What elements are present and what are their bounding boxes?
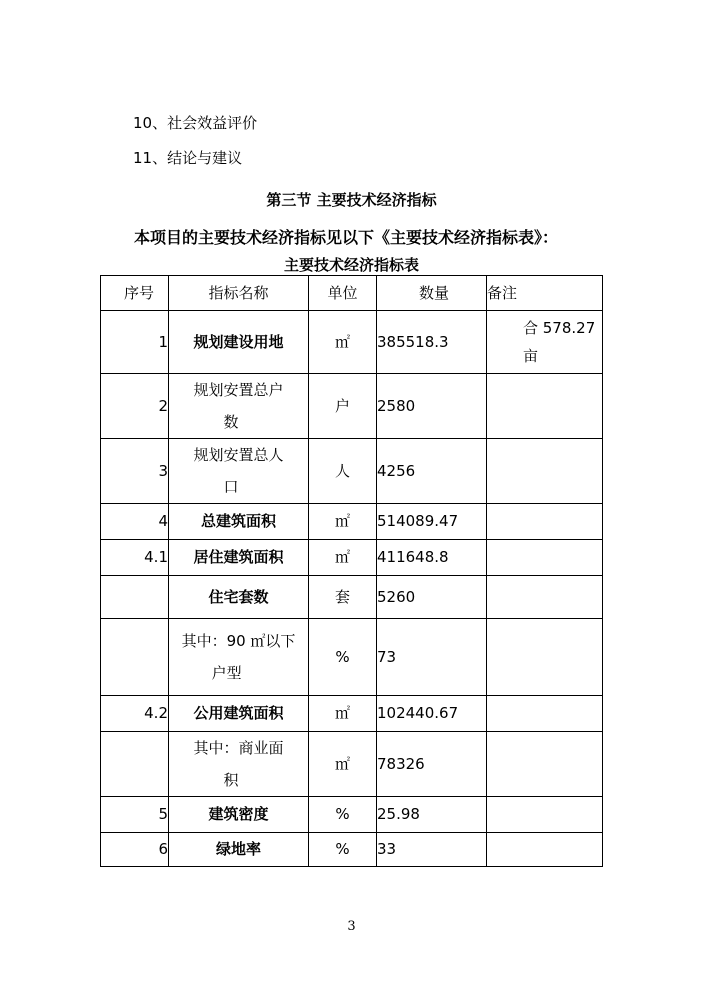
indicator-name-line1: 其中：商业面 — [193, 739, 284, 757]
quantity: 78326 — [377, 732, 487, 797]
row-number — [101, 576, 169, 619]
indicator-name — [169, 576, 309, 619]
row-number: 4.1 — [101, 540, 169, 576]
note — [487, 576, 603, 619]
intro-paragraph: 本项目的主要技术经济指标见以下《主要技术经济指标表》： — [134, 228, 559, 247]
note — [487, 732, 603, 797]
note — [487, 540, 603, 576]
indicator-name-line2: 口 — [223, 478, 239, 496]
outline-item-11: 11、结论与建议 — [133, 149, 243, 167]
row-number — [101, 619, 169, 696]
indicator-name-line1: 规划建设用地 — [193, 332, 284, 351]
table-row — [101, 576, 603, 619]
quantity: 411648.8 — [377, 540, 487, 576]
table-row — [101, 311, 603, 374]
indicator-name-text — [208, 584, 268, 611]
indicator-name — [169, 833, 309, 867]
indicator-name — [169, 696, 309, 732]
row-number — [101, 732, 169, 797]
row-number: 5 — [101, 797, 169, 833]
row-number: 2 — [101, 374, 169, 439]
indicator-name — [169, 540, 309, 576]
unit: ㎡ — [309, 311, 377, 374]
indicator-name-line1: 住宅套数 — [208, 587, 269, 606]
indicator-name-line2: 数 — [223, 413, 239, 431]
header-unit: 单位 — [309, 276, 377, 311]
row-number: 4 — [101, 504, 169, 540]
unit: ㎡ — [309, 540, 377, 576]
row-number: 6 — [101, 833, 169, 867]
indicator-name-text — [193, 700, 283, 727]
note — [487, 439, 603, 504]
unit: ㎡ — [309, 504, 377, 540]
page-number: 3 — [347, 919, 356, 934]
indicator-name-line1: 规划安置总户 — [193, 381, 284, 399]
section-heading: 第三节 主要技术经济指标 — [266, 191, 437, 209]
indicator-name — [169, 732, 309, 797]
note — [487, 619, 603, 696]
table-row — [101, 540, 603, 576]
indicator-name-text — [216, 836, 261, 863]
indicator-name-text — [182, 625, 296, 689]
unit: ㎡ — [309, 696, 377, 732]
note — [487, 797, 603, 833]
note-line1: 合 578.27 — [523, 319, 596, 337]
table-row — [101, 374, 603, 439]
indicator-name — [169, 619, 309, 696]
note-line2: 亩 — [523, 347, 539, 365]
table-row — [101, 504, 603, 540]
indicators-table — [100, 275, 603, 867]
indicator-name-line1: 居住建筑面积 — [193, 548, 284, 566]
indicator-name-line2: 积 — [223, 771, 239, 789]
header-name: 指标名称 — [169, 276, 309, 311]
indicator-name-line1: 建筑密度 — [208, 805, 269, 823]
table-row — [101, 619, 603, 696]
quantity: 102440.67 — [377, 696, 487, 732]
indicator-name — [169, 374, 309, 439]
note — [487, 374, 603, 439]
indicator-name — [169, 439, 309, 504]
indicator-name — [169, 797, 309, 833]
row-number: 3 — [101, 439, 169, 504]
indicator-name-text — [193, 329, 283, 356]
unit: 套 — [309, 576, 377, 619]
unit: % — [309, 833, 377, 867]
unit: 人 — [309, 439, 377, 504]
quantity: 514089.47 — [377, 504, 487, 540]
indicator-name-line2: 户型 — [211, 664, 242, 682]
indicator-name-line1: 公用建筑面积 — [193, 704, 284, 722]
quantity: 2580 — [377, 374, 487, 439]
indicator-name-text — [193, 374, 283, 438]
quantity: 25.98 — [377, 797, 487, 833]
indicator-name — [169, 311, 309, 374]
row-number: 1 — [101, 311, 169, 374]
table-row — [101, 696, 603, 732]
indicator-name-text — [193, 732, 283, 796]
quantity: 5260 — [377, 576, 487, 619]
indicator-name-text — [208, 801, 268, 828]
unit: 户 — [309, 374, 377, 439]
unit: % — [309, 619, 377, 696]
indicator-name-text — [201, 508, 276, 535]
table-row — [101, 833, 603, 867]
header-note: 备注 — [487, 276, 603, 311]
note — [487, 833, 603, 867]
indicator-name-text — [193, 544, 283, 571]
quantity: 385518.3 — [377, 311, 487, 374]
indicator-name — [169, 504, 309, 540]
outline-item-10: 10、社会效益评价 — [133, 114, 258, 132]
unit: ㎡ — [309, 732, 377, 797]
quantity: 4256 — [377, 439, 487, 504]
indicator-name-text — [193, 439, 283, 503]
quantity: 73 — [377, 619, 487, 696]
table-row — [101, 732, 603, 797]
indicator-name-line1: 其中：90 ㎡以下 — [181, 632, 296, 650]
header-qty: 数量 — [377, 276, 487, 311]
note — [487, 696, 603, 732]
quantity: 33 — [377, 833, 487, 867]
row-number: 4.2 — [101, 696, 169, 732]
indicator-name-line1: 规划安置总人 — [193, 446, 284, 464]
note — [487, 504, 603, 540]
indicator-name-line1: 总建筑面积 — [200, 512, 276, 530]
table-row — [101, 797, 603, 833]
note — [487, 311, 603, 374]
unit: % — [309, 797, 377, 833]
table-header-row — [101, 276, 603, 311]
table-row — [101, 439, 603, 504]
indicator-name-line1: 绿地率 — [215, 840, 261, 858]
header-no: 序号 — [101, 276, 169, 311]
table-title: 主要技术经济指标表 — [283, 256, 419, 274]
